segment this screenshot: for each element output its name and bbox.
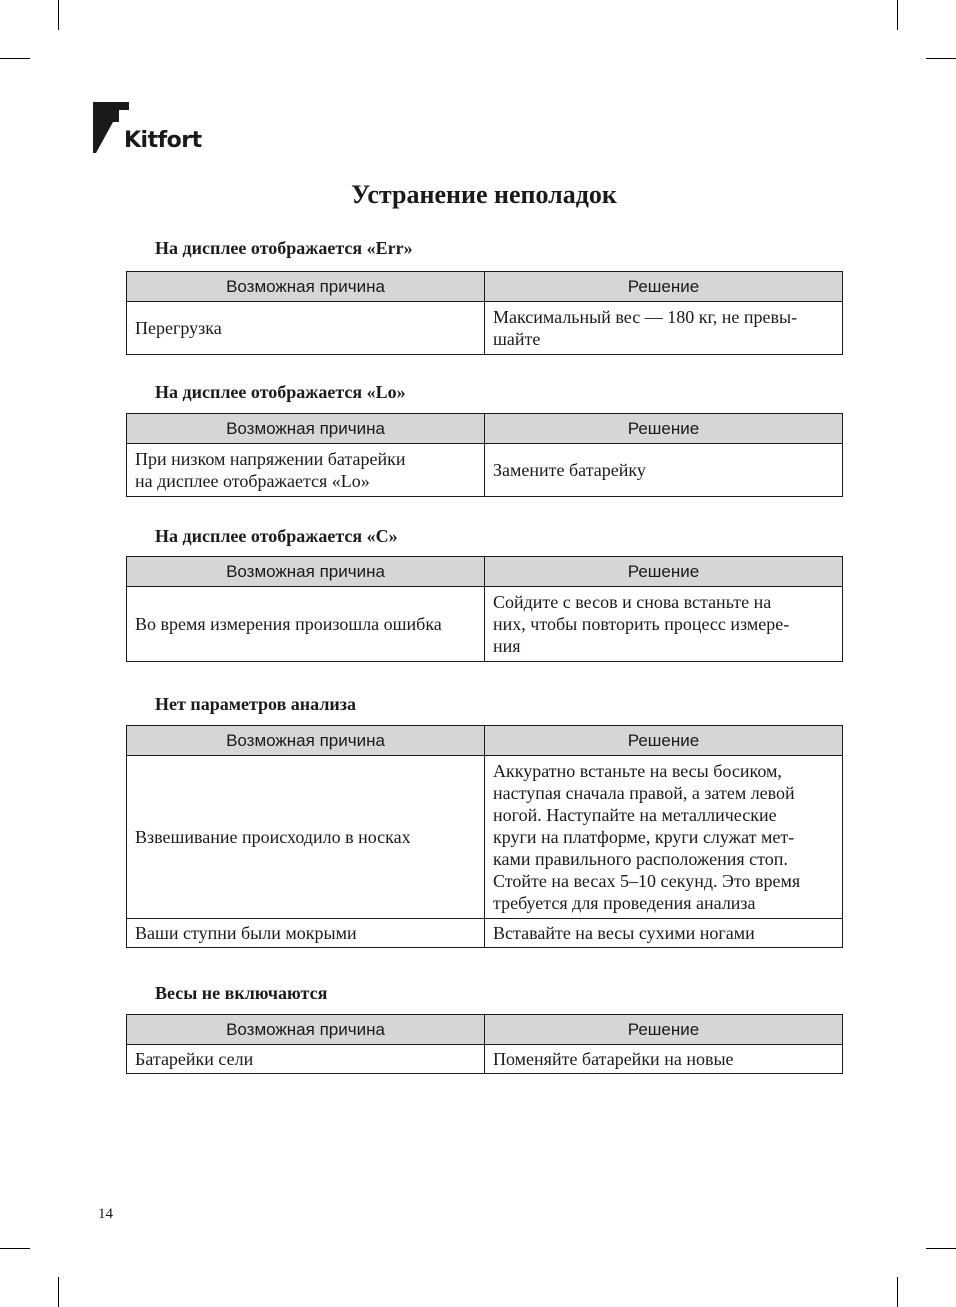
crop-mark xyxy=(58,0,59,30)
table-row xyxy=(127,302,843,355)
column-header-solution: Решение xyxy=(485,726,843,756)
cause-cell: Ваши ступни были мокрыми xyxy=(127,919,485,948)
solution-cell: Замените батарейку xyxy=(485,444,843,497)
crop-mark xyxy=(926,1248,956,1249)
column-header-cause: Возможная причина xyxy=(127,1015,485,1045)
crop-mark xyxy=(0,1248,30,1249)
troubleshooting-table-c xyxy=(126,556,843,662)
page-number: 14 xyxy=(98,1206,113,1222)
column-header-cause: Возможная причина xyxy=(127,726,485,756)
brand-name: Kitfort xyxy=(124,128,202,153)
column-header-solution: Решение xyxy=(485,1015,843,1045)
column-header-solution: Решение xyxy=(485,414,843,444)
column-header-solution: Решение xyxy=(485,272,843,302)
table-header-row xyxy=(127,272,843,302)
crop-mark xyxy=(926,58,956,59)
troubleshooting-table-lo xyxy=(126,413,843,497)
solution-cell: Сойдите с весов и снова встаньте на них, чтобы повторить процесс измере- ния xyxy=(485,587,843,662)
solution-cell: Поменяйте батарейки на новые xyxy=(485,1045,843,1074)
crop-mark xyxy=(897,0,898,30)
solution-cell: Вставайте на весы сухими ногами xyxy=(485,919,843,948)
table-header-row xyxy=(127,726,843,756)
page-title: Устранение неполадок xyxy=(351,180,617,209)
table-row xyxy=(127,444,843,497)
troubleshooting-table-err xyxy=(126,271,843,355)
section-title-err: На дисплее отображается «Err» xyxy=(155,238,413,258)
column-header-cause: Возможная причина xyxy=(127,272,485,302)
section-title-c: На дисплее отображается «C» xyxy=(155,526,398,546)
section-title-no-analysis: Нет параметров анализа xyxy=(155,694,357,714)
table-header-row xyxy=(127,557,843,587)
cause-cell: При низком напряжении батарейки на дисплее отображается «Lo» xyxy=(127,444,485,497)
table-row xyxy=(127,1045,843,1074)
troubleshooting-table-no-power xyxy=(126,1014,843,1074)
table-row xyxy=(127,587,843,662)
table-header-row xyxy=(127,414,843,444)
crop-mark xyxy=(897,1277,898,1307)
table-row xyxy=(127,756,843,919)
cause-cell: Батарейки сели xyxy=(127,1045,485,1074)
cause-cell: Во время измерения произошла ошибка xyxy=(127,587,485,662)
column-header-solution: Решение xyxy=(485,557,843,587)
solution-cell: Максимальный вес — 180 кг, не превы- шайте xyxy=(485,302,843,355)
table-row xyxy=(127,919,843,948)
section-title-no-power: Весы не включаются xyxy=(155,983,328,1003)
column-header-cause: Возможная причина xyxy=(127,557,485,587)
crop-mark xyxy=(0,58,30,59)
cause-cell: Взвешивание происходило в носках xyxy=(127,756,485,919)
cause-cell: Перегрузка xyxy=(127,302,485,355)
solution-cell: Аккуратно встаньте на весы босиком, наступая сначала правой, а затем левой ногой. Наступайте на металлические круги на платформе, круги служат мет- ками правильного расположения стоп. Стойте на весах 5–10 секунд. Это время требуется для проведения анализа xyxy=(485,756,843,919)
crop-mark xyxy=(58,1277,59,1307)
troubleshooting-table-no-analysis xyxy=(126,725,843,948)
section-title-lo: На дисплее отображается «Lo» xyxy=(155,382,406,402)
table-header-row xyxy=(127,1015,843,1045)
column-header-cause: Возможная причина xyxy=(127,414,485,444)
